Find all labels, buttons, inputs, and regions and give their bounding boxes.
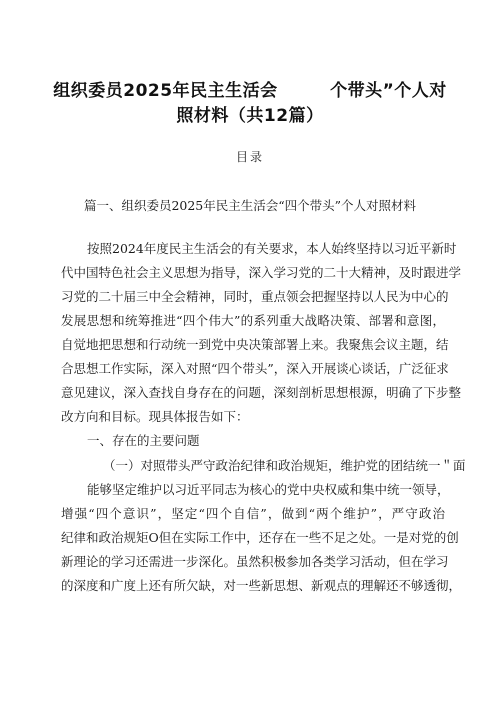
document-title-line-1: 组织委员2025年民主生活会 个带头”个人对 [53,81,447,101]
body-line: 代中国特色社会主义思想为指导，深入学习党的二十大精神，及时跟进学 [61,265,462,280]
body-line: 习党的二十届三中全会精神，同时，重点领会把握坚持以人民为中心的 [61,289,449,304]
body-line: 合思想工作实际，深入对照“四个带头”，深入开展谈心谈话，广泛征求 [61,361,449,376]
section-heading: 篇一、组织委员2025年民主生活会“四个带头”个人对照材料 [83,198,417,213]
body-line: 按照2024年度民主生活会的有关要求，本人始终坚持以习近平新时 [87,241,457,256]
body-line: 纪律和政治规矩O但在实际工作中，还存在一些不足之处。一是对党的创 [61,530,459,545]
document-title-line-2: 照材料（共12篇） [176,106,324,126]
subsection-heading: 一、存在的主要问题 [87,433,200,448]
body-line: 意见建议，深入查找自身存在的问题，深刻剖析思想根源，明确了下步整 [61,385,462,400]
toc-label: 目录 [235,150,264,164]
body-line: 发展思想和统筹推进“四个伟大”的系列重大战略决策、部署和意图， [61,313,445,328]
body-line: 能够坚定维护以习近平同志为核心的党中央权威和集中统一领导， [87,482,450,497]
body-line: 的深度和广度上还有所欠缺，对一些新思想、新观点的理解还不够透彻， [61,578,462,593]
body-line: 新理论的学习还需进一步深化。虽然积极参加各类学习活动，但在学习 [61,554,449,569]
body-line: 增强“四个意识”，坚定“四个自信”，做到“两个维护”，严守政治 [61,506,445,521]
body-line: 自觉地把思想和行动统一到党中央决策部署上来。我聚焦会议主题，结 [61,337,449,352]
subsection-heading: （一）对照带头严守政治纪律和政治规矩，维护党的团结统一＂面 [103,458,466,473]
body-line: 改方向和目标。现具体报告如下： [61,409,249,424]
